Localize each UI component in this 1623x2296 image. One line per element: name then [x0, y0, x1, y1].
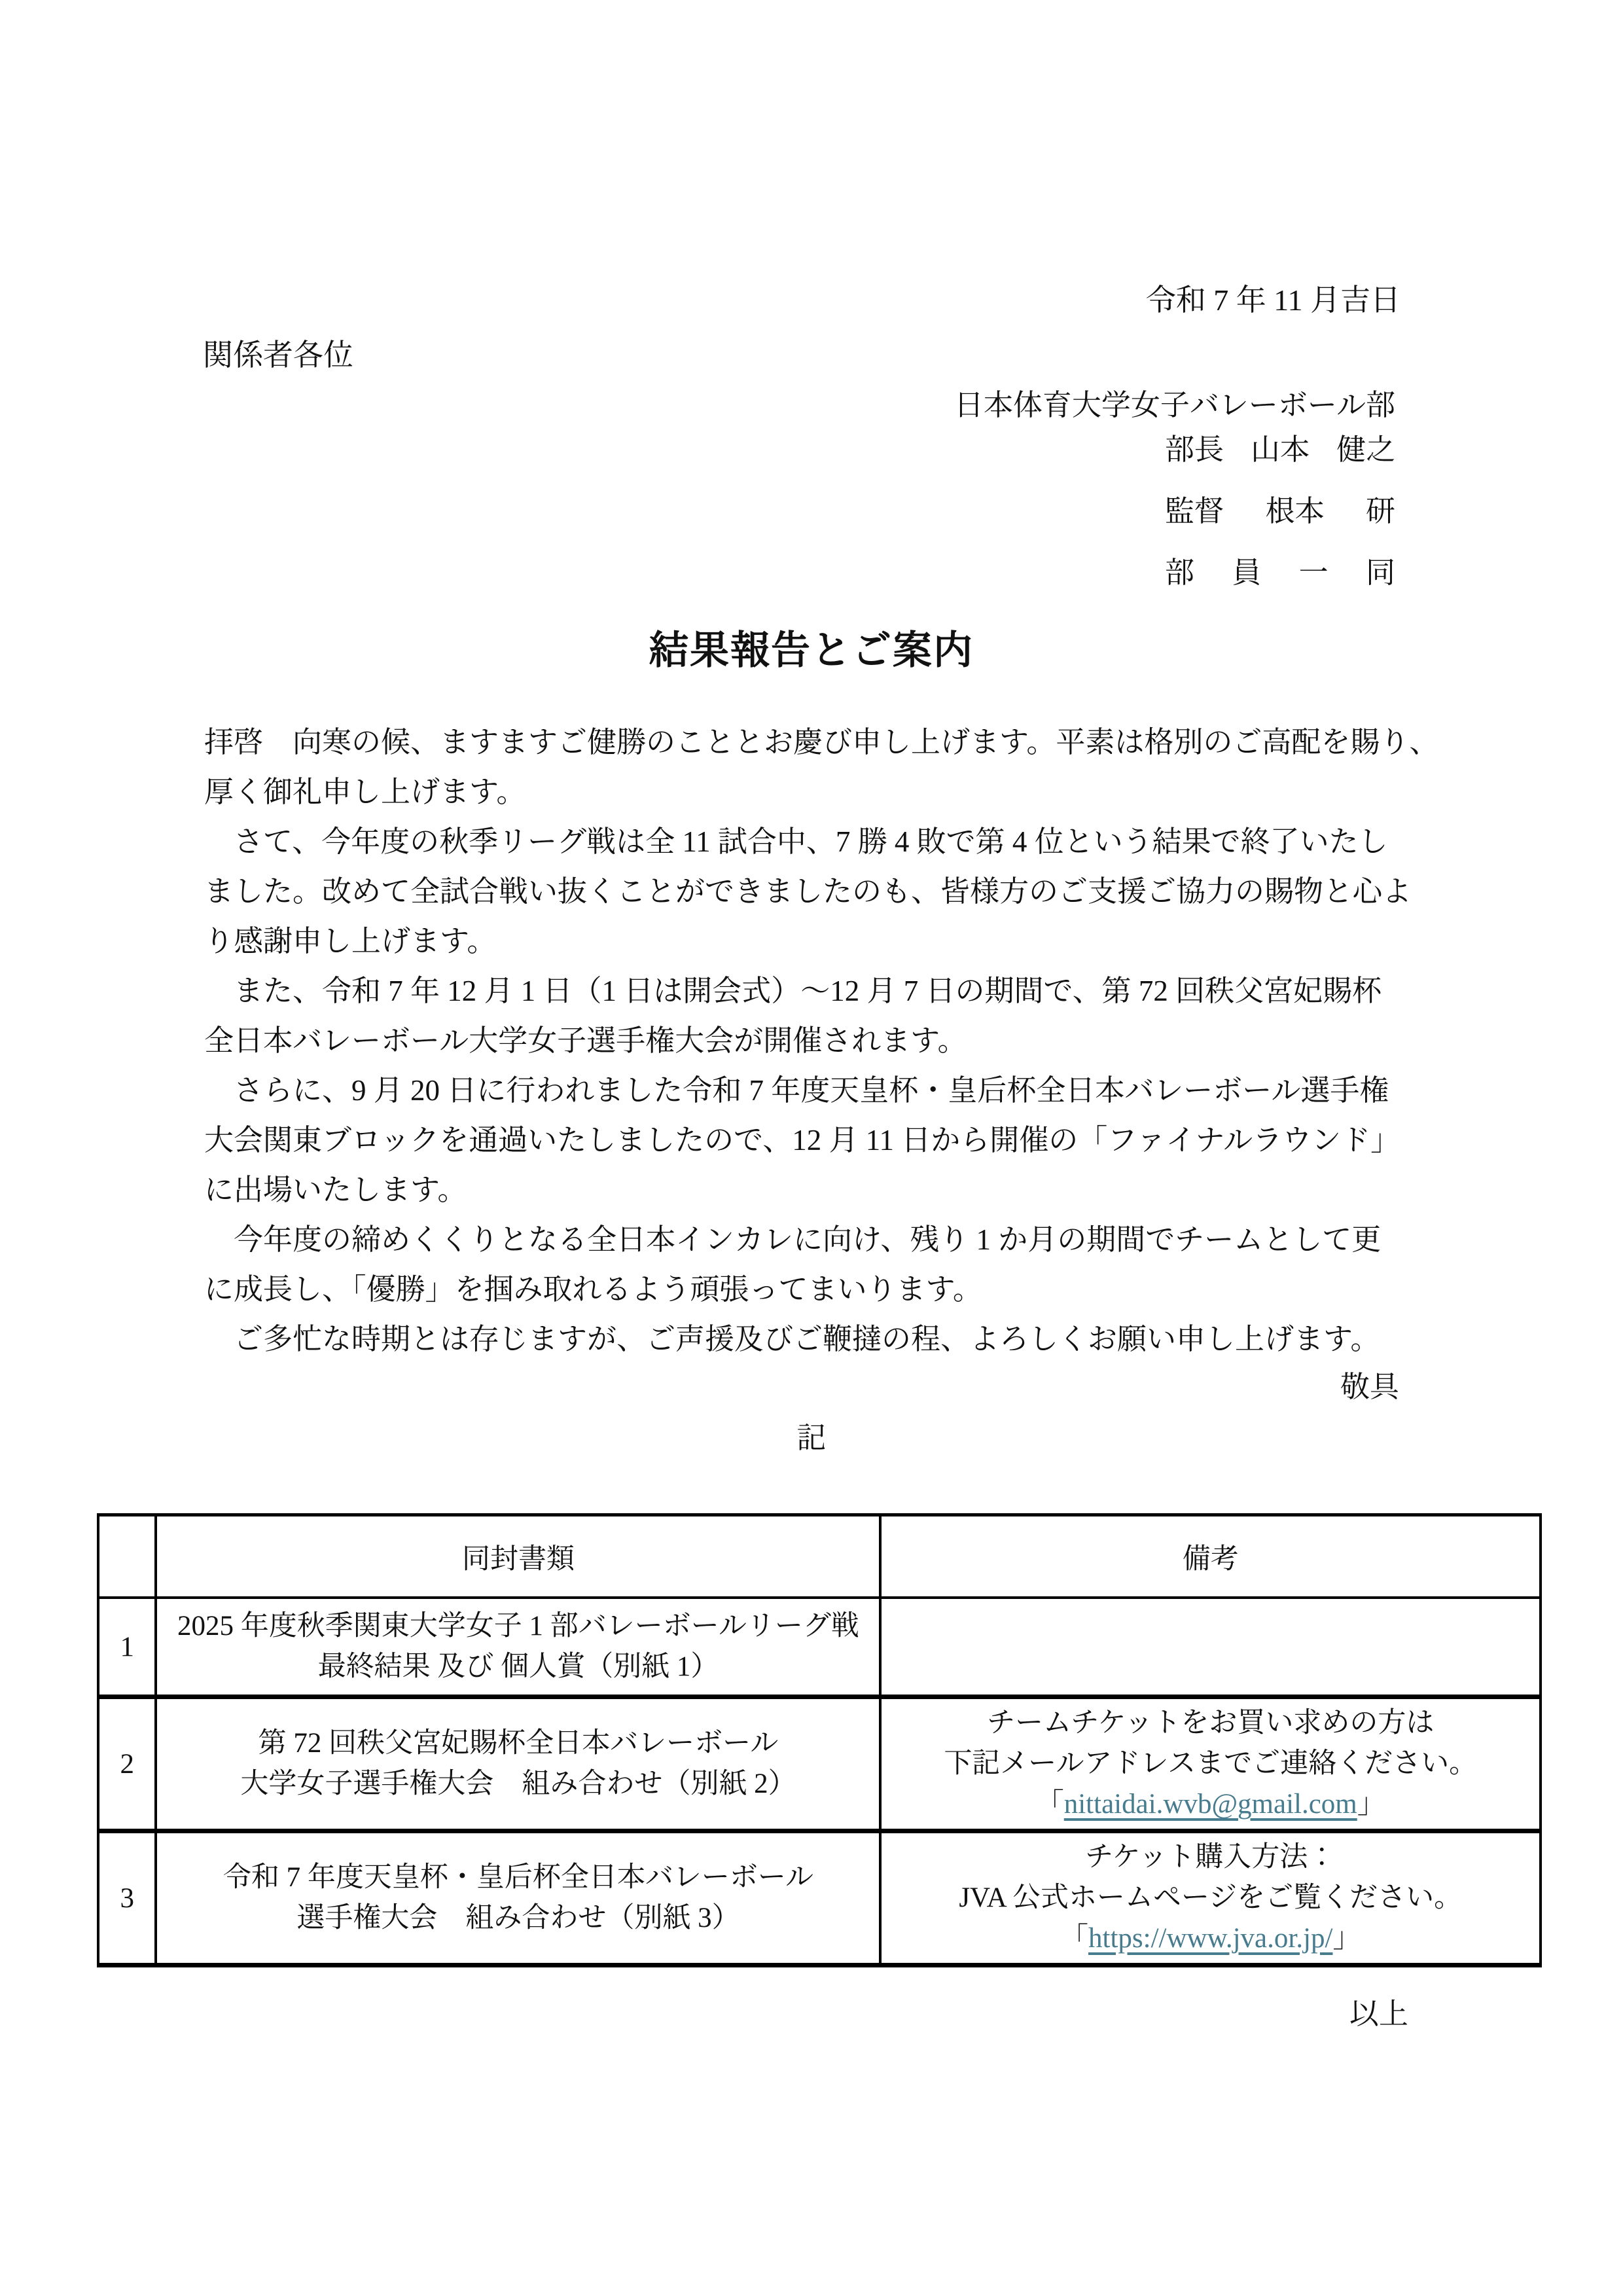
- docs-line: 選手権大会 組み合わせ（別紙 3）: [296, 1903, 740, 1933]
- table-row: [98, 1831, 1541, 1965]
- body-line: 拝啓 向寒の候、ますますご健勝のこととお慶び申し上げます。平素は格別のご高配を賜り、: [204, 726, 1439, 759]
- date-line: 令和 7 年 11 月吉日: [1145, 283, 1400, 317]
- table-header-row: [98, 1515, 1541, 1598]
- bracket-close: 」: [1332, 1923, 1361, 1954]
- docs-line: 第 72 回秩父宮妃賜杯全日本バレーボール: [258, 1728, 779, 1759]
- officer-name-family: 山本: [1250, 433, 1310, 466]
- letter-body: [204, 717, 1439, 1364]
- jva-website-link[interactable]: https://www.jva.or.jp/: [1088, 1923, 1333, 1954]
- notes-line: 下記メールアドレスまでご連絡ください。: [944, 1748, 1478, 1779]
- header-cell-docs: 同封書類: [156, 1515, 880, 1598]
- closing-keigu: 敬具: [1340, 1371, 1399, 1403]
- row-number-cell: 1: [98, 1598, 156, 1697]
- row-number-cell: 2: [98, 1697, 156, 1831]
- officer-name-given: 健之: [1336, 433, 1395, 466]
- body-line: に成長し、「優勝」を掴み取れるよう頑張ってまいります。: [204, 1273, 982, 1306]
- recipient-line: 関係者各位: [203, 338, 353, 372]
- bracket-close: 」: [1357, 1789, 1385, 1820]
- officer-word: 同: [1365, 556, 1395, 589]
- table-row: [98, 1598, 1541, 1697]
- body-line: り感謝申し上げます。: [204, 925, 497, 958]
- body-line: また、令和 7 年 12 月 1 日（1 日は開会式）～12 月 7 日の期間で、第 72 回秩父宮妃賜杯: [204, 975, 1382, 1007]
- notes-line: JVA 公式ホームページをご覧ください。: [959, 1882, 1463, 1913]
- body-line: 厚く御礼申し上げます。: [204, 776, 526, 808]
- notes-cell: [880, 1831, 1541, 1965]
- body-line: ました。改めて全試合戦い抜くことができましたのも、皆様方のご支援ご協力の賜物と心よ: [204, 875, 1412, 908]
- bracket-open: 「: [1035, 1789, 1064, 1820]
- docs-line: 大学女子選手権大会 組み合わせ（別紙 2）: [240, 1768, 796, 1799]
- body-line: さらに、9 月 20 日に行われました令和 7 年度天皇杯・皇后杯全日本バレーボール選手権: [204, 1074, 1389, 1107]
- end-marker-ijou: 以上: [1349, 1998, 1408, 2030]
- body-line: さて、今年度の秋季リーグ戦は全 11 試合中、7 勝 4 敗で第 4 位という結果で終了いたし: [204, 825, 1388, 858]
- body-line: に出場いたします。: [204, 1174, 467, 1206]
- notes-cell: [880, 1598, 1541, 1697]
- bracket-open: 「: [1060, 1923, 1088, 1954]
- body-line: 今年度の締めくくりとなる全日本インカレに向け、残り 1 か月の期間でチームとして更: [204, 1223, 1382, 1256]
- officer-role: 監督: [1165, 495, 1224, 528]
- table-row: [98, 1697, 1541, 1831]
- contact-email-link[interactable]: nittaidai.wvb@gmail.com: [1063, 1789, 1357, 1820]
- officer-name-given: 研: [1365, 495, 1395, 528]
- sender-officers-block: [1165, 433, 1395, 618]
- officer-word: 員: [1232, 556, 1262, 589]
- enclosure-table: [97, 1513, 1542, 1967]
- notes-cell: [880, 1697, 1541, 1831]
- notes-line: チームチケットをお買い求めの方は: [987, 1708, 1435, 1738]
- officer-name-family: 根本: [1265, 495, 1325, 528]
- officer-word: 部: [1165, 556, 1195, 589]
- docs-cell: [156, 1598, 880, 1697]
- officer-line-coach: [1165, 495, 1395, 528]
- row-number-cell: 3: [98, 1831, 156, 1965]
- sender-organization: 日本体育大学女子バレーボール部: [954, 389, 1395, 422]
- docs-line: 最終結果 及び 個人賞（別紙 1）: [317, 1651, 719, 1682]
- officer-line-members: [1165, 556, 1395, 589]
- document-title: 結果報告とご案内: [649, 629, 974, 672]
- notes-line: チケット購入方法：: [1085, 1842, 1336, 1873]
- header-cell-number: [98, 1515, 156, 1598]
- officer-role: 部長: [1165, 433, 1224, 466]
- body-line: 大会関東ブロックを通過いたしましたので、12 月 11 日から開催の「ファイナルラウンド」: [204, 1124, 1400, 1157]
- docs-line: 2025 年度秋季関東大学女子 1 部バレーボールリーグ戦: [177, 1611, 859, 1641]
- body-line: 全日本バレーボール大学女子選手権大会が開催されます。: [204, 1024, 967, 1057]
- docs-cell: [156, 1831, 880, 1965]
- notes-link-line: [888, 1918, 1533, 1959]
- docs-cell: [156, 1697, 880, 1831]
- officer-line-director: [1165, 433, 1395, 466]
- body-line: ご多忙な時期とは存じますが、ご声援及びご鞭撻の程、よろしくお願い申し上げます。: [204, 1323, 1380, 1355]
- ki-marker: 記: [796, 1422, 827, 1454]
- docs-line: 令和 7 年度天皇杯・皇后杯全日本バレーボール: [223, 1862, 814, 1893]
- notes-link-line: [888, 1784, 1533, 1825]
- header-cell-notes: 備考: [880, 1515, 1541, 1598]
- officer-word: 一: [1298, 556, 1329, 589]
